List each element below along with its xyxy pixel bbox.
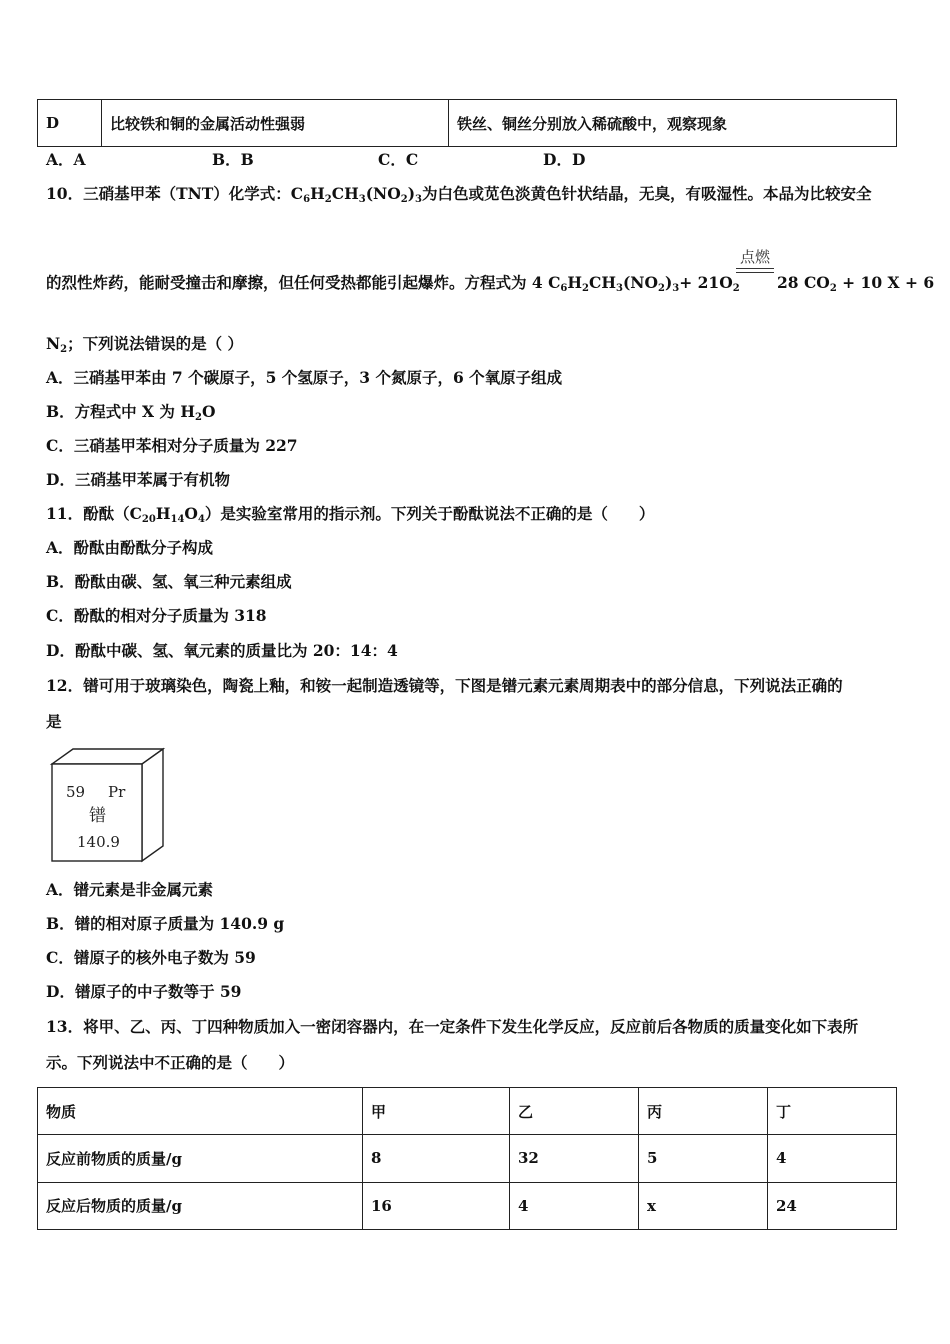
q10-option-b: B．方程式中 X 为 $H_2O$ xyxy=(46,402,216,423)
table-cell: 24 xyxy=(768,1182,897,1229)
element-name: 镨 xyxy=(89,806,106,826)
equation-bar-top xyxy=(736,268,774,269)
q11-option-b: B．酚酞由碳、氢、氧三种元素组成 xyxy=(46,572,292,591)
table-cell: 16 xyxy=(363,1182,510,1229)
table-cell: 8 xyxy=(363,1135,510,1182)
table-row xyxy=(38,1135,897,1182)
q11-option-c: C．酚酞的相对分子质量为 318 xyxy=(46,606,267,625)
q11-option-d: D．酚酞中碳、氢、氧元素的质量比为 20：14：4 xyxy=(46,641,398,660)
q9-option-c: C．C xyxy=(378,150,419,169)
table-row xyxy=(38,100,897,147)
q13-stem-line2: 示。下列说法中不正确的是（ ） xyxy=(46,1053,295,1072)
table-row xyxy=(38,1088,897,1135)
q9-option-b: B．B xyxy=(212,150,254,169)
q12-option-a: A．镨元素是非金属元素 xyxy=(46,880,214,899)
table-cell: 4 xyxy=(768,1135,897,1182)
q12-option-d: D．镨原子的中子数等于 59 xyxy=(46,982,242,1001)
table-cell-method: 铁丝、铜丝分别放入稀硫酸中，观察现象 xyxy=(449,100,897,147)
table-header-cell: 丁 xyxy=(768,1088,897,1135)
q12-option-b: B．镨的相对原子质量为 140.9 g xyxy=(46,914,285,933)
element-mass: 140.9 xyxy=(77,833,120,851)
table-header-cell: 乙 xyxy=(510,1088,639,1135)
q9-option-d: D．D xyxy=(543,150,586,169)
element-card-graphic xyxy=(40,746,170,866)
table-header-cell: 丙 xyxy=(639,1088,768,1135)
q12-option-c: C．镨原子的核外电子数为 59 xyxy=(46,948,256,967)
table-cell: 32 xyxy=(510,1135,639,1182)
q12-stem-line1: 12．镨可用于玻璃染色，陶瓷上釉，和铵一起制造透镜等，下图是镨元素元素周期表中的部分信息，下列说法正确的 xyxy=(46,676,843,695)
q11-option-a: A．酚酞由酚酞分子构成 xyxy=(46,538,214,557)
table-header-cell: 甲 xyxy=(363,1088,510,1135)
q12-stem-line2: 是 xyxy=(46,712,62,731)
table-cell: 4 xyxy=(510,1182,639,1229)
q10-option-c: C．三硝基甲苯相对分子质量为 227 xyxy=(46,436,298,455)
table-cell: 反应前物质的质量/g xyxy=(38,1135,363,1182)
q13-stem-line1: 13．将甲、乙、丙、丁四种物质加入一密闭容器内，在一定条件下发生化学反应，反应前后各物质的质量变化如下表所 xyxy=(46,1017,859,1036)
reaction-condition: 点燃 xyxy=(739,248,770,266)
table-header-cell: 物质 xyxy=(38,1088,363,1135)
table-cell: x xyxy=(639,1182,768,1229)
element-symbol: Pr xyxy=(108,783,126,801)
equation-bar-bottom xyxy=(736,272,774,273)
table-cell-purpose: 比较铁和铜的金属活动性强弱 xyxy=(102,100,449,147)
q10-products: 28 $CO_2 + 10$ X + 6 xyxy=(777,273,935,294)
element-card-praseodymium xyxy=(40,746,170,870)
q13-mass-table xyxy=(37,1087,897,1230)
q10-option-a: A．三硝基甲苯由 7 个碳原子，5 个氢原子，3 个氮原子，6 个氧原子组成 xyxy=(46,368,563,387)
q11-stem: 11．酚酞$(C_{20}H_{14}O_4)$是实验室常用的指示剂。下列关于酚酞说法不正确的是（ ） xyxy=(46,504,655,525)
table-row xyxy=(38,1182,897,1229)
element-number: 59 xyxy=(66,783,86,801)
q9-option-a: A．A xyxy=(46,150,86,169)
q10-stem-line2: 的烈性炸药，能耐受撞击和摩擦，但任何受热都能引起爆炸。方程式为 4 $C_6H_2CH_3(NO_2)_3+ 21O_2$ xyxy=(46,273,740,294)
top-table xyxy=(37,99,897,147)
q10-stem-line1: 10．三硝基甲苯（TNT）化学式：$C_6H_2CH_3(NO_2)_3$为白色或苋色淡黄色针状结晶，无臭，有吸湿性。本品为比较安全 xyxy=(46,184,872,205)
table-cell-label: D xyxy=(38,100,102,147)
table-cell: 反应后物质的质量/g xyxy=(38,1182,363,1229)
table-cell: 5 xyxy=(639,1135,768,1182)
q10-stem-line3: $N_2$；下列说法错误的是（ ） xyxy=(46,334,244,355)
q10-option-d: D．三硝基甲苯属于有机物 xyxy=(46,470,230,489)
